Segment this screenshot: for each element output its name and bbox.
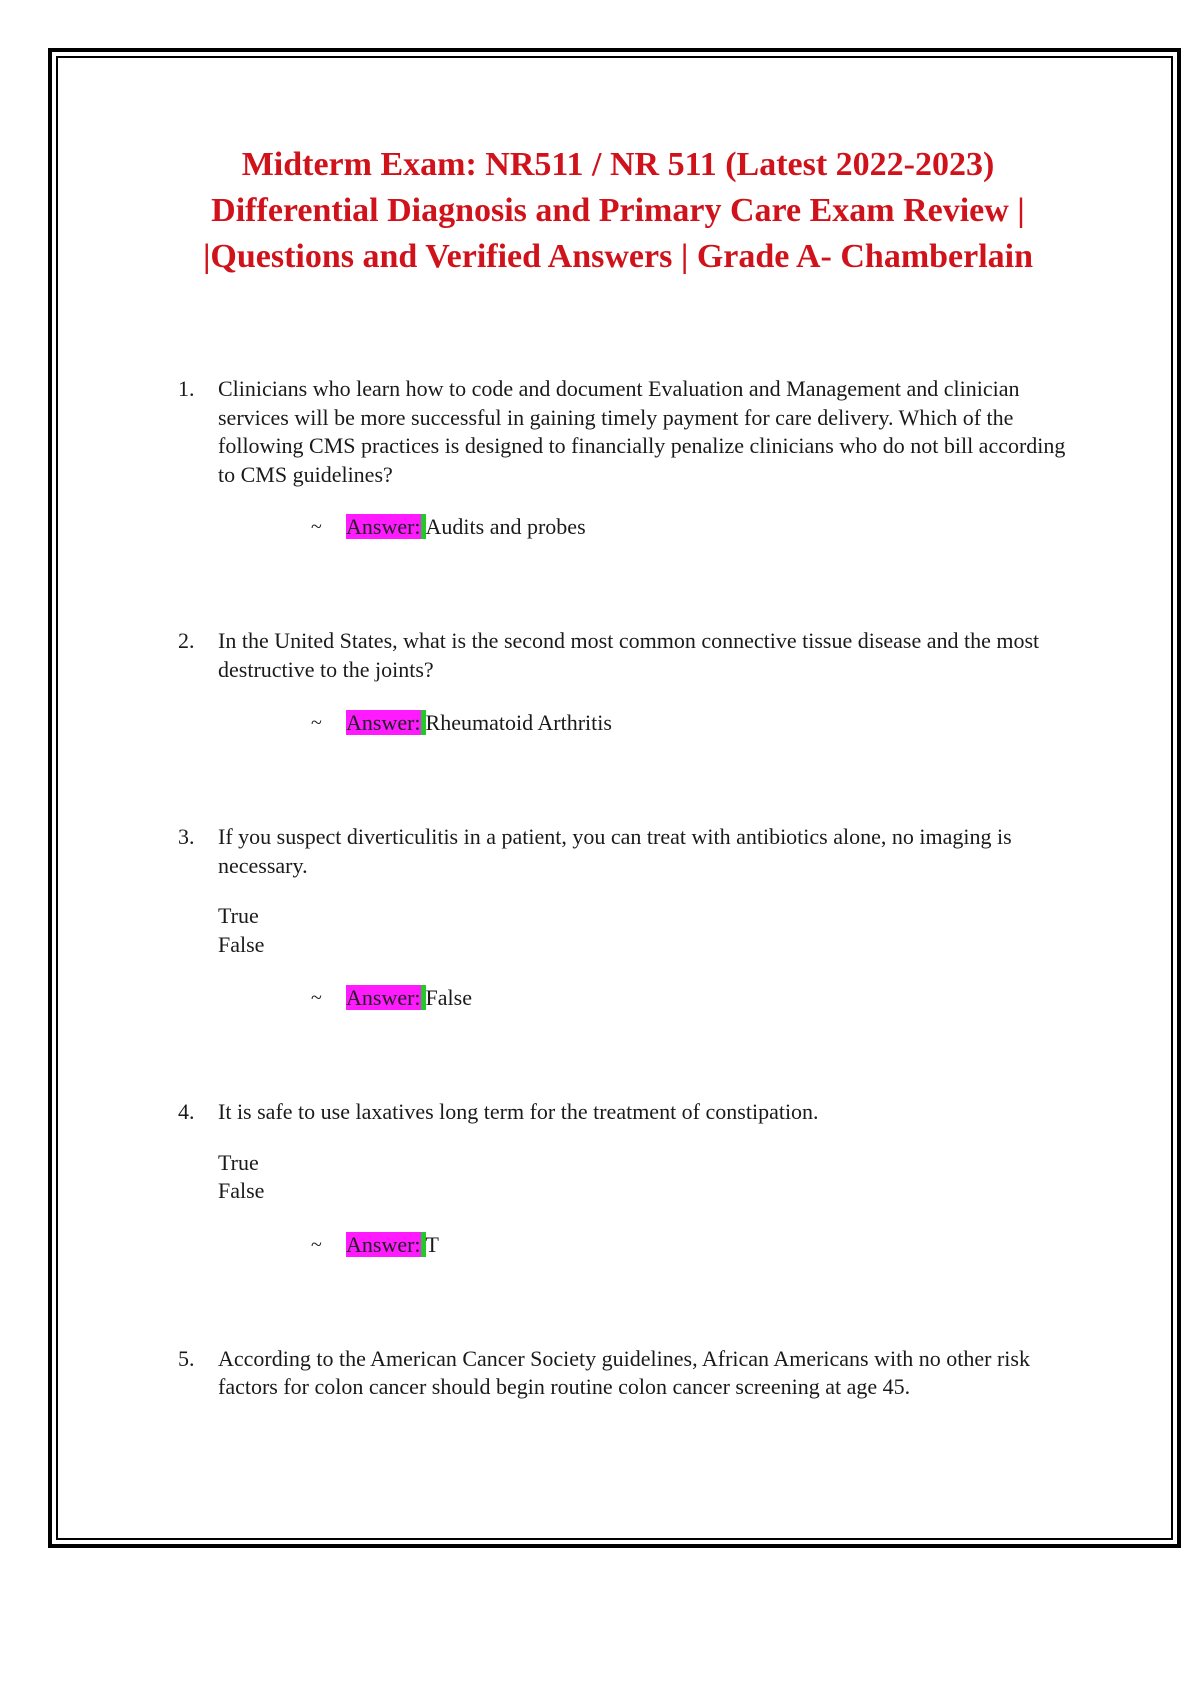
question-5-number: 5. <box>178 1345 195 1371</box>
answer-marker: ~ <box>311 987 322 1009</box>
question-3-text: If you suspect diverticulitis in a patient, you can treat with antibiotics alone, no imaging is necessary. <box>218 824 1012 878</box>
question-3-answer-value: False <box>425 985 472 1010</box>
question-2-number: 2. <box>178 628 195 653</box>
answer-marker: ~ <box>311 712 322 734</box>
answer-marker: ~ <box>311 1233 322 1256</box>
question-4-option-false: False <box>218 1178 265 1203</box>
answer-label: Answer: <box>346 1232 426 1257</box>
question-3-answer <box>311 984 1078 1012</box>
question-2 <box>178 627 1078 684</box>
question-1-number: 1. <box>178 376 195 401</box>
question-5-text: According to the American Cancer Society guidelines, African Americans with no other risk factors for colon cancer should begin routine colon cancer screening at age 45. <box>218 1345 1030 1399</box>
question-1-answer-value: Audits and probes <box>425 514 586 539</box>
question-4-answer <box>311 1231 1078 1259</box>
question-4-options <box>218 1149 1078 1206</box>
question-4 <box>178 1098 1078 1206</box>
question-3-option-true: True <box>218 903 259 928</box>
question-3-number: 3. <box>178 824 195 849</box>
title-line-3: |Questions and Verified Answers | Grade A- Chamberlain <box>202 238 1034 275</box>
question-3 <box>178 823 1078 959</box>
question-2-answer-value: Rheumatoid Arthritis <box>425 710 612 735</box>
question-3-options <box>218 902 1078 959</box>
answer-marker: ~ <box>311 516 322 538</box>
question-4-answer-value: T <box>425 1231 439 1257</box>
title-line-1: Midterm Exam: NR511 / NR 511 (Latest 2022-2023) <box>241 146 995 183</box>
question-2-answer <box>311 709 1078 737</box>
question-4-number: 4. <box>178 1099 195 1124</box>
question-1-text: Clinicians who learn how to code and document Evaluation and Management and clinician services will be more successful in gaining timely payment for care delivery. Which of the following CMS practices is designed to financially penalize clinicians who do not bill according to CMS guidelines? <box>218 376 1066 487</box>
question-2-text: In the United States, what is the second most common connective tissue disease and the most destructive to the joints? <box>218 628 1040 682</box>
question-1-answer <box>311 513 1078 541</box>
title-line-2: Differential Diagnosis and Primary Care Exam Review | <box>211 192 1025 229</box>
question-4-option-true: True <box>218 1149 259 1175</box>
question-5 <box>178 1345 1078 1402</box>
answer-label: Answer: <box>346 985 426 1010</box>
question-3-option-false: False <box>218 931 265 957</box>
question-list <box>178 375 1078 1402</box>
document-title <box>100 142 1136 280</box>
answer-label: Answer: <box>346 514 426 539</box>
answer-label: Answer: <box>346 710 426 735</box>
question-4-text: It is safe to use laxatives long term for the treatment of constipation. <box>218 1099 819 1124</box>
question-1 <box>178 375 1078 489</box>
